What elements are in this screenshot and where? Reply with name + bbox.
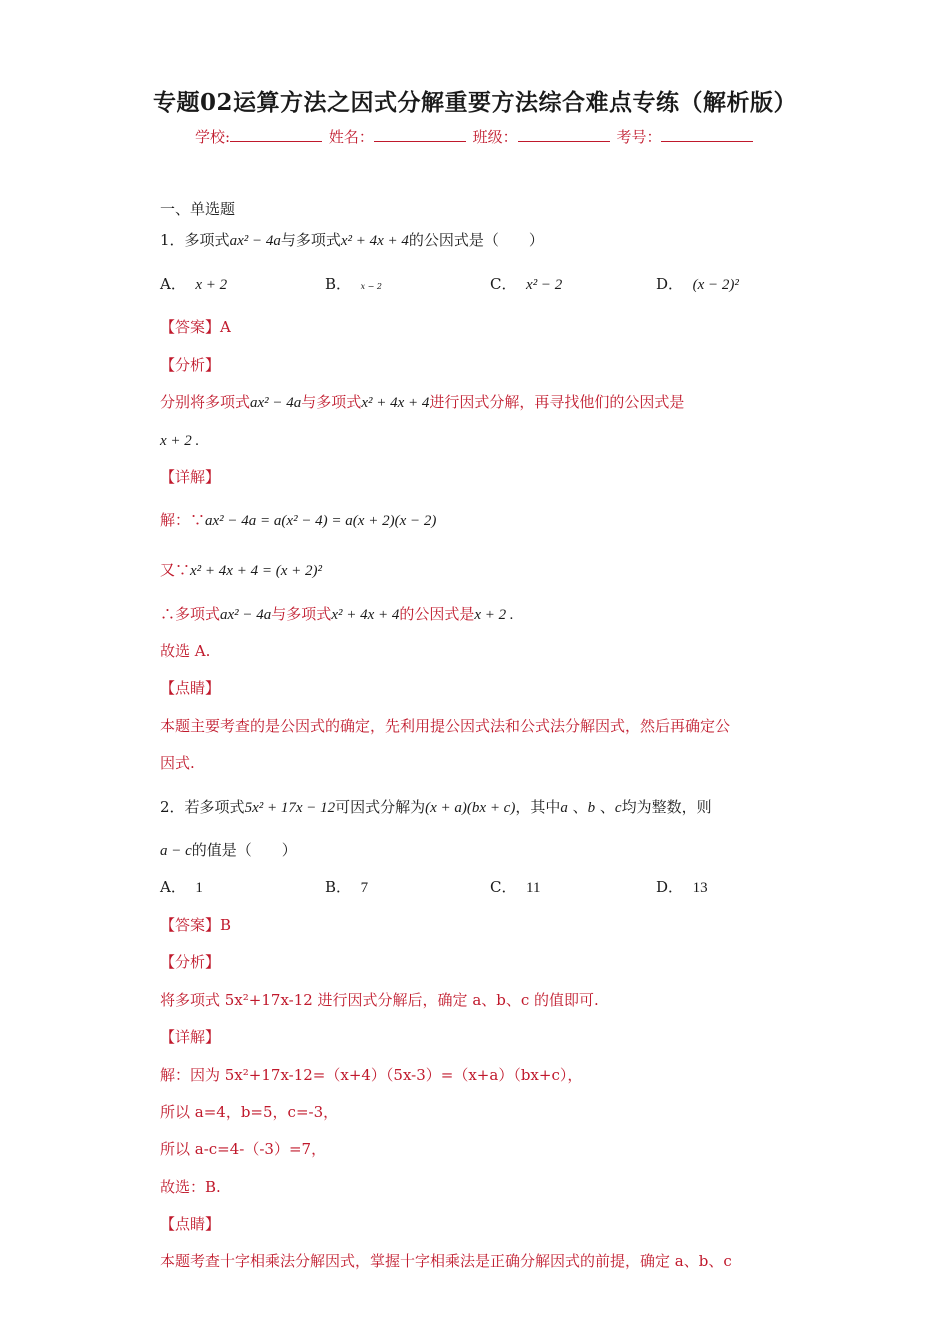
q1-option-a: A． x + 2: [160, 275, 228, 293]
q2-stem-line2: a − c的值是（ ）: [160, 841, 297, 859]
q2-detail-3: 所以 a-c=4-（-3）=7，: [160, 1140, 327, 1158]
q1-stem: 1．多项式ax² − 4a与多项式x² + 4x + 4的公因式是（ ）: [160, 231, 544, 249]
q2-analysis: 将多项式 5x²+17x-12 进行因式分解后，确定 a、b、c 的值即可.: [160, 991, 599, 1009]
q1-analysis-result: x + 2 .: [160, 433, 200, 449]
q2-comment-1: 本题考查十字相乘法分解因式，掌握十字相乘法是正确分解因式的前提，确定 a、b、c: [160, 1252, 732, 1270]
q2-detail-4: 故选：B.: [160, 1178, 221, 1196]
q1-analysis: 分别将多项式ax² − 4a与多项式x² + 4x + 4进行因式分解，再寻找他们的公因式是: [160, 393, 685, 411]
q2-detail-2: 所以 a=4，b=5，c=-3，: [160, 1103, 339, 1121]
q1-detail-tag: 【详解】: [160, 468, 221, 486]
school-label: 学校:: [195, 128, 231, 146]
class-label: 班级：: [472, 128, 518, 146]
q1-detail-1: 解：∵ax² − 4a = a(x² − 4) = a(x + 2)(x − 2): [160, 511, 437, 529]
q1-choose: 故选 A.: [160, 642, 211, 660]
q2-option-c: C． 11: [490, 878, 541, 896]
q1-conclusion: ∴多项式ax² − 4a与多项式x² + 4x + 4的公因式是x + 2 .: [160, 605, 514, 623]
q2-option-b: B． 7: [325, 878, 369, 896]
q2-comment-tag: 【点睛】: [160, 1215, 221, 1233]
school-blank[interactable]: [230, 127, 322, 142]
q1-expr2: x² + 4x + 4: [340, 233, 409, 249]
student-info-line: [195, 126, 755, 147]
q1-comment-2: 因式.: [160, 754, 195, 772]
section-heading: 一、单选题: [160, 200, 236, 218]
q2-option-d: D． 13: [656, 878, 708, 896]
q1-option-b: B． x − 2: [325, 275, 382, 293]
q1-comment-tag: 【点睛】: [160, 679, 221, 697]
class-blank[interactable]: [518, 127, 610, 142]
q1-analysis-tag: 【分析】: [160, 356, 221, 374]
name-blank[interactable]: [374, 127, 466, 142]
q2-detail-1: 解：因为 5x²+17x-12=（x+4）（5x-3）=（x+a）（bx+c），: [160, 1066, 583, 1084]
q1-option-c: C． x² − 2: [490, 275, 563, 293]
q1-answer: 【答案】A: [160, 318, 231, 336]
exam-no-label: 考号：: [616, 128, 662, 146]
q2-option-a: A． 1: [160, 878, 203, 896]
q1-option-d: D． (x − 2)²: [656, 275, 739, 293]
q2-answer: 【答案】B: [160, 916, 232, 934]
page-title: 专题02运算方法之因式分解重要方法综合难点专练（解析版）: [152, 89, 797, 116]
q2-stem: 2．若多项式5x² + 17x − 12可因式分解为(x + a)(bx + c)，其中a 、b 、c均为整数，则: [160, 798, 712, 816]
name-label: 姓名：: [328, 128, 374, 146]
q2-analysis-tag: 【分析】: [160, 953, 221, 971]
exam-no-blank[interactable]: [661, 127, 753, 142]
q2-detail-tag: 【详解】: [160, 1028, 221, 1046]
q1-expr1: ax² − 4a: [229, 233, 281, 249]
q1-comment-1: 本题主要考查的是公因式的确定，先利用提公因式法和公式法分解因式，然后再确定公: [160, 717, 731, 735]
q1-detail-2: 又∵x² + 4x + 4 = (x + 2)²: [160, 561, 322, 579]
